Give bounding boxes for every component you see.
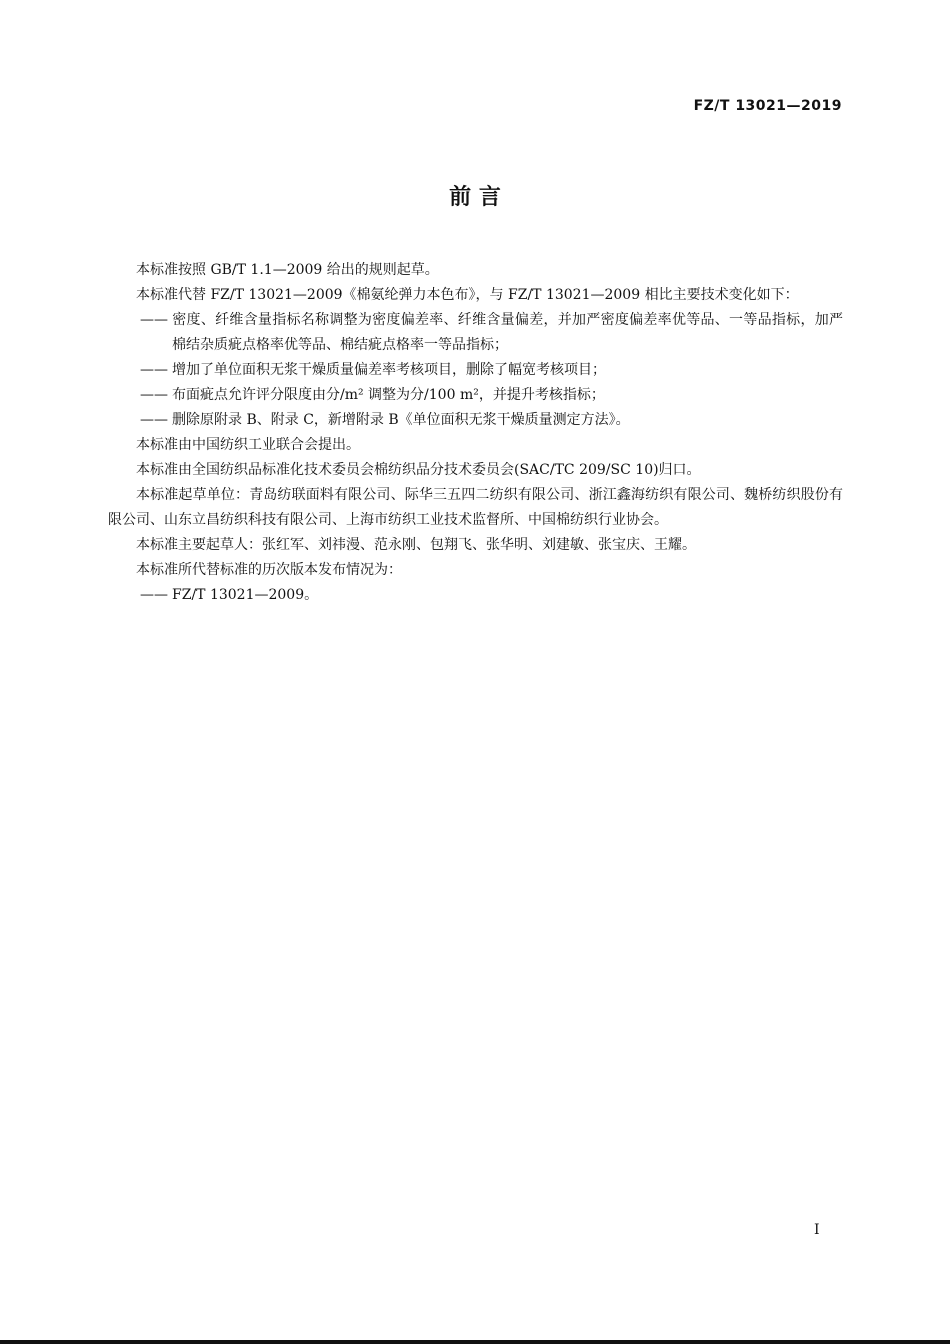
page-number: I [814, 1222, 820, 1238]
paragraph-history-intro: 本标准所代替标准的历次版本发布情况为： [136, 562, 402, 578]
paragraph-drafters: 本标准主要起草人：张红军、刘祎漫、范永刚、包翔飞、张华明、刘建敏、张宝庆、王耀。 [136, 537, 696, 553]
dash-mark: —— [140, 387, 168, 403]
standard-code: FZ/T 13021—2019 [693, 98, 842, 114]
dash-mark: —— [140, 312, 168, 328]
paragraph-drafting-units: 本标准起草单位：青岛纺联面料有限公司、际华三五四二纺织有限公司、浙江鑫海纺织有限公司、魏桥纺织股份有限公司、山东立昌纺织科技有限公司、上海市纺织工业技术监督所、中国棉纺织行业协会。 [108, 487, 843, 528]
change-item-text: 增加了单位面积无浆干燥质量偏差率考核项目，删除了幅宽考核项目； [172, 362, 606, 378]
foreword-body [108, 258, 843, 608]
history-item [108, 583, 843, 608]
paragraph-proposer: 本标准由中国纺织工业联合会提出。 [136, 437, 360, 453]
change-item-text: 删除原附录 B、附录 C，新增附录 B《单位面积无浆干燥质量测定方法》。 [172, 412, 630, 428]
change-item [108, 358, 843, 383]
dash-mark: —— [140, 412, 168, 428]
change-item-text: 密度、纤维含量指标名称调整为密度偏差率、纤维含量偏差，并加严密度偏差率优等品、一等品指标，加严棉结杂质疵点格率优等品、棉结疵点格率一等品指标； [172, 312, 843, 353]
paragraph-replacement: 本标准代替 FZ/T 13021—2009《棉氨纶弹力本色布》，与 FZ/T 13021—2009 相比主要技术变化如下： [136, 287, 799, 303]
page-title: 前 言 [449, 185, 501, 210]
dash-mark: —— [140, 362, 168, 378]
dash-mark: —— [140, 587, 168, 603]
change-item [108, 383, 843, 408]
paragraph-committee: 本标准由全国纺织品标准化技术委员会棉纺织品分技术委员会(SAC/TC 209/SC 10)归口。 [136, 462, 701, 478]
change-item-text: 布面疵点允许评分限度由分/m² 调整为分/100 m²，并提升考核指标； [172, 387, 605, 403]
paragraph-drafting-rules: 本标准按照 GB/T 1.1—2009 给出的规则起草。 [136, 262, 439, 278]
change-item [108, 408, 843, 433]
page-bottom-edge [0, 1340, 950, 1344]
change-item [108, 308, 843, 358]
history-item-text: FZ/T 13021—2009。 [172, 587, 319, 603]
